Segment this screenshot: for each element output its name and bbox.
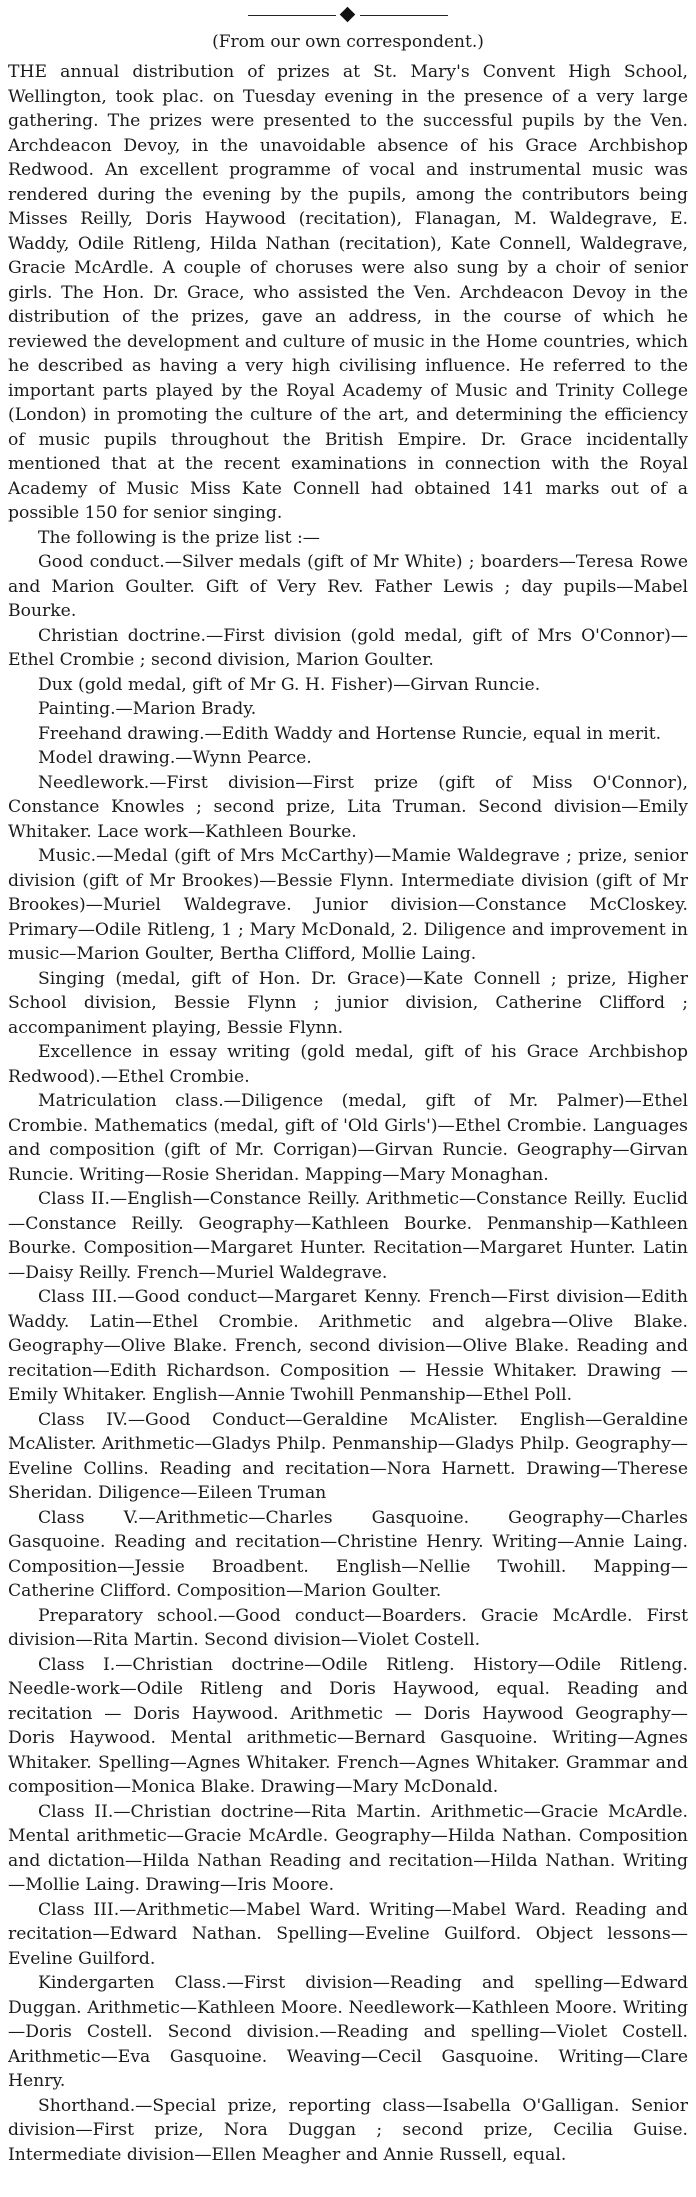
prize-matriculation-class: Matriculation class.—Diligence (medal, gift of Mr. Palmer)—Ethel Crombie. Mathematics (medal, gift of 'Old Girls')—Ethel Crombie. Languages and composition (gift of Mr. Corrigan)—Girvan Runcie. Geography—Girvan Runcie. Writing—Rosie Sheridan. Mapping—Mary Monaghan. [8, 1091, 688, 1185]
prize-class-v: Class V.—Arithmetic—Charles Gasquoine. Geography—Charles Gasquoine. Reading and recitation—Christine Henry. Writing—Annie Laing. Composition—Jessie Broadbent. English—Nellie Twohill. Mapping—Catherine Clifford. Composition—Marion Goulter. [8, 1507, 688, 1601]
ornament-rule-right [360, 15, 448, 16]
prize-painting: Painting.—Marion Brady. [38, 699, 257, 719]
prize-singing: Singing (medal, gift of Hon. Dr. Grace)—Kate Connell ; prize, Higher School division, Bessie Flynn ; junior division, Catherine Clifford ; accompaniment playing, Bessie Flynn. [8, 968, 688, 1038]
ornament-rule-left [248, 15, 336, 16]
diamond-ornament-icon [340, 7, 356, 23]
prize-list-heading: The following is the prize list :— [38, 527, 320, 548]
prize-music: Music.—Medal (gift of Mrs McCarthy)—Mamie Waldegrave ; prize, senior division (gift of Mr Brookes)—Bessie Flynn. Intermediate division (gift of Mr Brookes)—Muriel Waldegrave. Junior division—Constance McCloskey. Primary—Odile Ritleng, 1 ; Mary McDonald, 2. Diligence and improvement in music—Marion Goulter, Bertha Clifford, Mollie Laing. [8, 846, 688, 964]
prize-prep-class-ii: Class II.—Christian doctrine—Rita Martin. Arithmetic—Gracie McArdle. Mental arithmetic—Gracie McArdle. Geography—Hilda Nathan. Composition and dictation—Hilda Nathan Reading and recitation—Hilda Nathan. Writing—Mollie Laing. Drawing—Iris Moore. [8, 1801, 688, 1895]
prize-class-iv: Class IV.—Good Conduct—Geraldine McAlister. English—Geraldine McAlister. Arithmetic—Gladys Philp. Penmanship—Gladys Philp. Geography—Eveline Collins. Reading and recitation—Nora Harnett. Drawing—Therese Sheridan. Diligence—Eileen Truman [8, 1409, 688, 1503]
newspaper-column [8, 0, 688, 2197]
prize-prep-class-iii: Class III.—Arithmetic—Mabel Ward. Writing—Mabel Ward. Reading and recitation—Edward Nathan. Spelling—Eveline Guilford. Object lessons—Eveline Guilford. [8, 1899, 688, 1969]
prize-good-conduct: Good conduct.—Silver medals (gift of Mr White) ; boarders—Teresa Rowe and Marion Goulter. Gift of Very Rev. Father Lewis ; day pupils—Mabel Bourke. [8, 552, 688, 621]
article-body [8, 60, 688, 2167]
prize-kindergarten: Kindergarten Class.—First division—Reading and spelling—Edward Duggan. Arithmetic—Kathleen Moore. Needlework—Kathleen Moore. Writing—Doris Costell. Second division.—Reading and spelling—Violet Costell. Arithmetic—Eva Gasquoine. Weaving—Cecil Gasquoine. Writing—Clare Henry. [8, 1973, 688, 2091]
prize-freehand-drawing: Freehand drawing.—Edith Waddy and Hortense Runcie, equal in merit. [38, 723, 662, 744]
prize-prep-class-i: Class I.—Christian doctrine—Odile Ritleng. History—Odile Ritleng. Needle-work—Odile Ritleng and Doris Haywood, equal. Reading and recitation — Doris Haywood. Arithmetic — Doris Haywood Geography— Doris Haywood. Mental arithmetic—Bernard Gasquoine. Writing—Agnes Whitaker. Spelling—Agnes Whitaker. French—Agnes Whitaker. Grammar and composition—Monica Blake. Drawing—Mary McDonald. [8, 1654, 688, 1797]
header-ornament [248, 14, 448, 18]
article-intro-paragraph: THE annual distribution of prizes at St. Mary's Convent High School, Wellington, took plac. on Tuesday evening in the presence of a very large gathering. The prizes were presented to the successful pupils by the Ven. Archdeacon Devoy, in the unavoidable absence of his Grace Archbishop Redwood. An excellent programme of vocal and instrumental music was rendered during the evening by the pupils, among the contributors being Misses Reilly, Doris Haywood (recitation), Flanagan, M. Waldegrave, E. Waddy, Odile Ritleng, Hilda Nathan (recitation), Kate Connell, Waldegrave, Gracie McArdle. A couple of choruses were also sung by a choir of senior girls. The Hon. Dr. Grace, who assisted the Ven. Archdeacon Devoy in the distribution of the prizes, gave an address, in the course of which he reviewed the development and culture of music in the Home countries, which he described as having a very high civilising influence. He referred to the important parts played by the Royal Academy of Music and Trinity College (London) in promoting the culture of the art, and determining the efficiency of music pupils throughout the British Empire. Dr. Grace incidentally mentioned that at the recent examinations in connection with the Royal Academy of Music Miss Kate Connell had obtained 141 marks out of a possible 150 for senior singing. [8, 62, 688, 523]
prize-class-ii-senior: Class II.—English—Constance Reilly. Arithmetic—Constance Reilly. Euclid—Constance Reilly. Geography—Kathleen Bourke. Penmanship—Kathleen Bourke. Composition—Margaret Hunter. Recitation—Margaret Hunter. Latin—Daisy Reilly. French—Muriel Waldegrave. [8, 1189, 688, 1283]
prize-needlework: Needlework.—First division—First prize (gift of Miss O'Connor), Constance Knowles ; second prize, Lita Truman. Second division—Emily Whitaker. Lace work—Kathleen Bourke. [8, 772, 688, 842]
prize-preparatory-school: Preparatory school.—Good conduct—Boarders. Gracie McArdle. First division—Rita Martin. Second division—Violet Costell. [8, 1605, 688, 1650]
correspondent-dateline: (From our own correspondent.) [212, 32, 484, 52]
prize-shorthand: Shorthand.—Special prize, reporting class—Isabella O'Galligan. Senior division—First prize, Nora Duggan ; second prize, Cecilia Guise. Intermediate division—Ellen Meagher and Annie Russell, equal. [8, 2095, 688, 2165]
prize-dux: Dux (gold medal, gift of Mr G. H. Fisher)—Girvan Runcie. [38, 674, 541, 695]
prize-class-iii-senior: Class III.—Good conduct—Margaret Kenny. French—First division—Edith Waddy. Latin—Ethel Crombie. Arithmetic and algebra—Olive Blake. Geography—Olive Blake. French, second division—Olive Blake. Reading and recitation—Edith Richardson. Composition — Hessie Whitaker. Drawing — Emily Whitaker. English—Annie Twohill Penmanship—Ethel Poll. [8, 1287, 688, 1405]
prize-essay-writing: Excellence in essay writing (gold medal, gift of his Grace Archbishop Redwood).—Ethel Crombie. [8, 1042, 688, 1087]
prize-model-drawing: Model drawing.—Wynn Pearce. [38, 748, 312, 768]
prize-christian-doctrine: Christian doctrine.—First division (gold medal, gift of Mrs O'Connor)—Ethel Crombie ; second division, Marion Goulter. [8, 625, 688, 670]
